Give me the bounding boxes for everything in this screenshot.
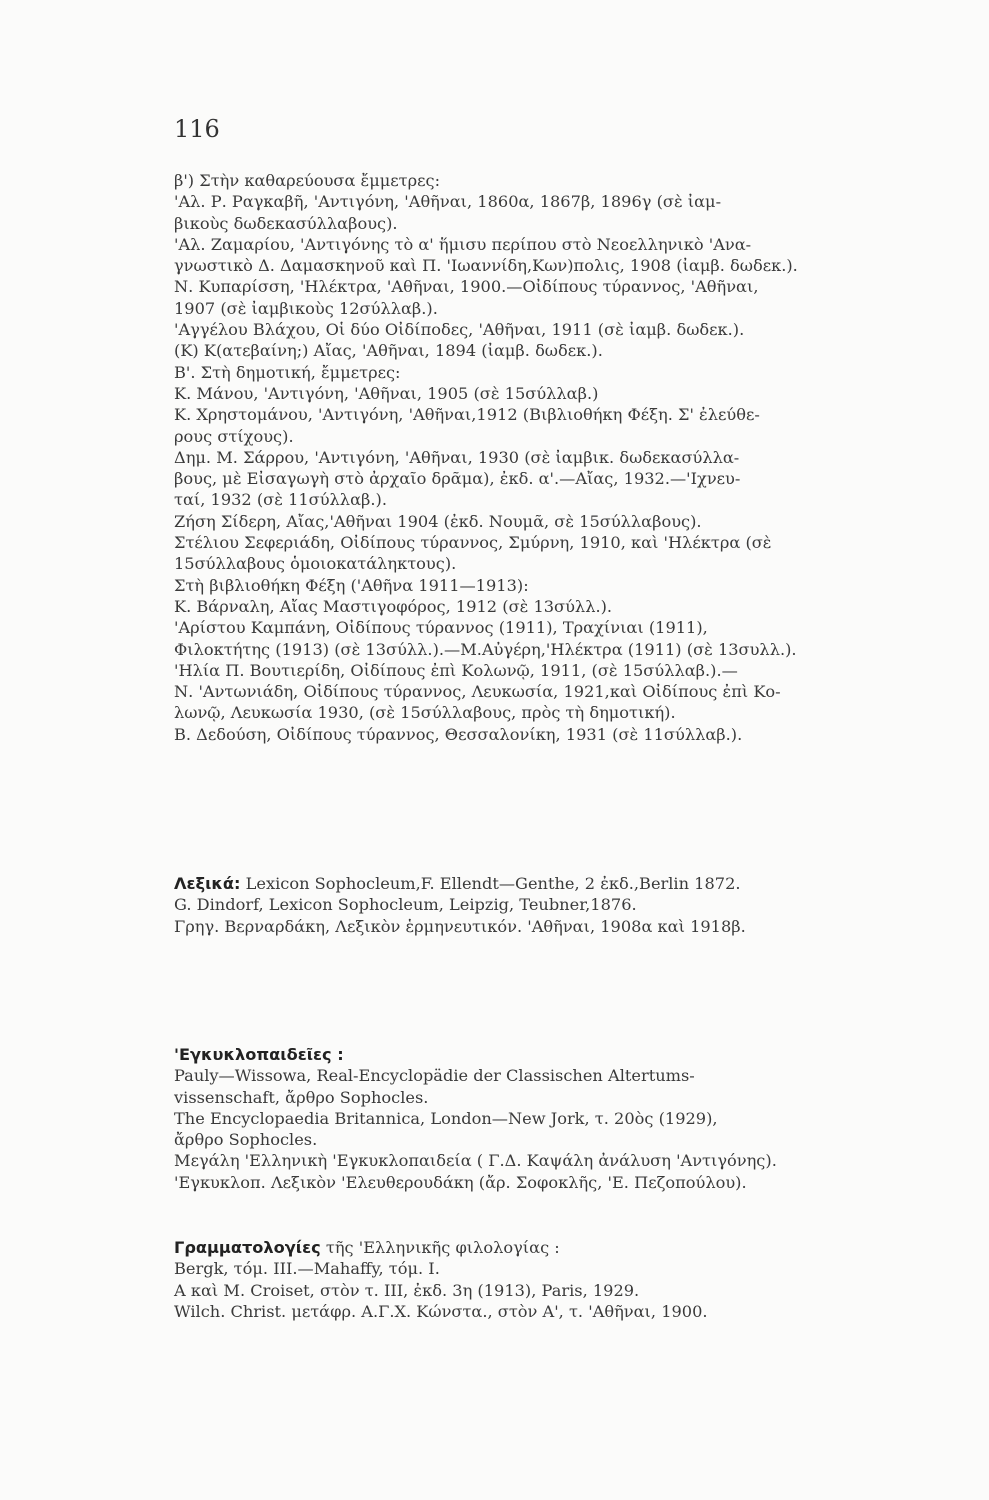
- text-line: Β'. Στὴ δημοτική, ἔμμετρες:: [174, 362, 401, 382]
- lexica-section: [174, 873, 874, 937]
- lexica-first-line: [174, 873, 874, 894]
- text-line: β') Στὴν καθαρεύουσα ἔμμετρες:: [174, 171, 441, 190]
- text-line: Κ. Βάρναλη, Αἴας Μαστιγοφόρος, 1912 (σὲ 13σύλλ.).: [174, 596, 613, 616]
- text-line: ἄρθρο Sophocles.: [174, 1130, 318, 1150]
- text-line: Φιλοκτήτης (1913) (σὲ 13σύλλ.).—Μ.Αὐγέρη,'Ηλέκτρα (1911) (σὲ 13συλλ.).: [174, 639, 797, 659]
- text-line: 15σύλλαβους ὁμοιοκατάληκτους).: [174, 554, 457, 574]
- literature-heading-line: [174, 1237, 874, 1258]
- text-line: Στὴ βιβλιοθήκη Φέξη ('Αθῆνα 1911—1913):: [174, 575, 529, 595]
- text-line: λωνῷ, Λευκωσία 1930, (σὲ 15σύλλαβους, πρὸς τὴ δημοτική).: [174, 703, 676, 723]
- literature-histories-section: [174, 1237, 874, 1322]
- literature-heading-rest: τῆς 'Ελληνικῆς φιλολογίας :: [320, 1238, 560, 1257]
- performances-section: [174, 170, 874, 745]
- text-line: Γρηγ. Βερναρδάκη, Λεξικὸν ἑρμηνευτικόν. 'Αθῆναι, 1908α καὶ 1918β.: [174, 916, 746, 936]
- text-line: Στέλιου Σεφεριάδη, Οἰδίπους τύραννος, Σμύρνη, 1910, καὶ 'Ηλέκτρα (σὲ: [174, 533, 772, 553]
- text-line: (Κ) Κ(ατεβαίνη;) Αἴας, 'Αθῆναι, 1894 (ἰαμβ. δωδεκ.).: [174, 341, 603, 361]
- literature-heading: Γραμματολογίες: [174, 1238, 321, 1257]
- text-line: Ζήση Σίδερη, Αἴας,'Αθῆναι 1904 (ἐκδ. Νουμᾶ, σὲ 15σύλλαβους).: [174, 511, 702, 531]
- lexica-heading: Λεξικά:: [174, 874, 241, 893]
- text-line: 'Εγκυκλοπ. Λεξικὸν 'Ελευθερουδάκη (ἄρ. Σοφοκλῆς, 'Ε. Πεζοπούλου).: [174, 1172, 747, 1192]
- text-line: Bergk, τόμ. III.—Mahaffy, τόμ. I.: [174, 1259, 440, 1279]
- text-line: Κ. Χρηστομάνου, 'Αντιγόνη, 'Αθῆναι,1912 (Βιβλιοθήκη Φέξη. Σ' ἐλεύθε-: [174, 405, 760, 425]
- encyclopedias-heading: 'Εγκυκλοπαιδεῖες :: [174, 1045, 344, 1064]
- text-line: Β. Δεδούση, Οἰδίπους τύραννος, Θεσσαλονίκη, 1931 (σὲ 11σύλλαβ.).: [174, 724, 743, 744]
- text-line: Ν. 'Αντωνιάδη, Οἰδίπους τύραννος, Λευκωσία, 1921,καὶ Οἰδίπους ἐπὶ Κο-: [174, 682, 781, 702]
- text-line: 'Αρίστου Καμπάνη, Οἰδίπους τύραννος (1911), Τραχίνιαι (1911),: [174, 618, 708, 638]
- text-line: Μεγάλη 'Ελληνικὴ 'Εγκυκλοπαιδεία ( Γ.Δ. Καψάλη ἀνάλυση 'Αντιγόνης).: [174, 1151, 777, 1171]
- lexica-first-entry: Lexicon Sophocleum,F. Ellendt—Genthe, 2 ἐκδ.,Berlin 1872.: [240, 874, 741, 893]
- text-line: 'Αγγέλου Βλάχου, Οἱ δύο Οἰδίποδες, 'Αθῆναι, 1911 (σὲ ἰαμβ. δωδεκ.).: [174, 320, 745, 340]
- text-line: 'Αλ. Ζαμαρίου, 'Αντιγόνης τὸ α' ἥμισυ περίπου στὸ Νεοελληνικὸ 'Ανα-: [174, 234, 752, 254]
- text-line: Pauly—Wissowa, Real-Encyclopädie der Classischen Altertums-: [174, 1066, 695, 1086]
- text-line: ταί, 1932 (σὲ 11σύλλαβ.).: [174, 490, 387, 510]
- page-number: 116: [174, 115, 220, 143]
- text-line: Δημ. Μ. Σάρρου, 'Αντιγόνη, 'Αθῆναι, 1930 (σὲ ἰαμβικ. δωδεκασύλλα-: [174, 447, 740, 467]
- text-line: ρους στίχους).: [174, 426, 294, 446]
- text-line: βους, μὲ Εἰσαγωγὴ στὸ ἀρχαῖο δρᾶμα), ἐκδ. α'.—Αἴας, 1932.—'Ιχνευ-: [174, 469, 741, 489]
- text-line: Wilch. Christ. μετάφρ. Α.Γ.Χ. Κώνστα., στὸν Α', τ. 'Αθῆναι, 1900.: [174, 1301, 708, 1321]
- text-line: vissenschaft, ἄρθρο Sophocles.: [174, 1087, 429, 1107]
- text-line: 'Ηλία Π. Βουτιερίδη, Οἰδίπους ἐπὶ Κολωνῷ, 1911, (σὲ 15σύλλαβ.).—: [174, 660, 738, 680]
- text-line: The Encyclopaedia Britannica, London—New Jork, τ. 20ὸς (1929),: [174, 1108, 718, 1128]
- encyclopedias-section: [174, 1044, 874, 1193]
- text-line: Ν. Κυπαρίσση, 'Ηλέκτρα, 'Αθῆναι, 1900.—Οἰδίπους τύραννος, 'Αθῆναι,: [174, 277, 759, 297]
- text-line: 1907 (σὲ ἰαμβικοὺς 12σύλλαβ.).: [174, 298, 438, 318]
- text-line: 'Αλ. Ρ. Ραγκαβῆ, 'Αντιγόνη, 'Αθῆναι, 1860α, 1867β, 1896γ (σὲ ἰαμ-: [174, 192, 722, 212]
- text-line: G. Dindorf, Lexicon Sophocleum, Leipzig, Teubner,1876.: [174, 895, 637, 915]
- text-line: βικοὺς δωδεκασύλλαβους).: [174, 213, 398, 233]
- text-line: Κ. Μάνου, 'Αντιγόνη, 'Αθῆναι, 1905 (σὲ 15σύλλαβ.): [174, 383, 599, 403]
- text-line: γνωστικὸ Δ. Δαμασκηνοῦ καὶ Π. 'Ιωαννίδη,Κων)πολις, 1908 (ἰαμβ. δωδεκ.).: [174, 256, 798, 276]
- text-line: A καὶ M. Croiset, στὸν τ. III, ἐκδ. 3η (1913), Paris, 1929.: [174, 1280, 640, 1300]
